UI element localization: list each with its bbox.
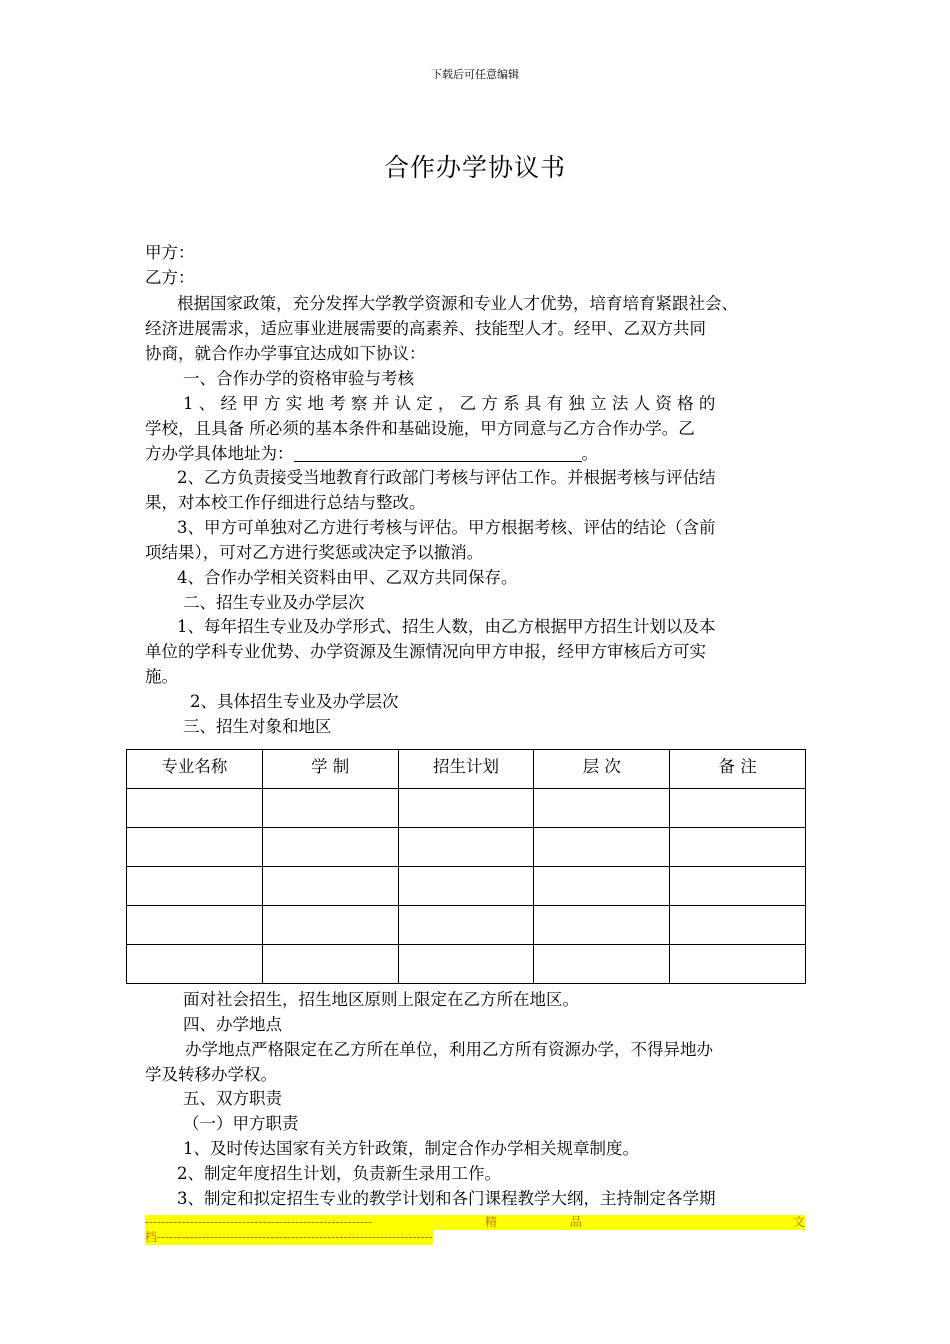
s2-item2: 2、具体招生专业及办学层次 [190,692,399,711]
table-cell[interactable] [127,828,263,867]
table-cell[interactable] [262,789,398,828]
col-level: 层 次 [534,750,670,789]
s1-item1-line3 [145,443,598,465]
table-cell[interactable] [262,867,398,906]
s5-item3: 3、制定和拟定招生专业的教学计划和各门课程教学大纲，主持制定各学期 [177,1189,716,1208]
party-b-label: 乙方： [145,268,195,287]
s1-item1-line2: 学校，且具备 所必须的基本条件和基础设施，甲方同意与乙方合作办学。乙 [145,419,695,438]
footer-watermark-line2: 档-------------------------------------------------------------------- [145,1230,433,1244]
s1-item4: 4、合作办学相关资料由甲、乙双方共同保存。 [177,568,518,587]
footer-dashes: -------------------------------------------------------- [145,1215,373,1229]
table-header-row [127,750,806,789]
table-cell[interactable] [534,789,670,828]
section-3-heading: 三、招生对象和地区 [183,717,332,736]
col-major-name: 专业名称 [127,750,263,789]
footer-word-1: 精 [485,1215,498,1229]
s5-item2: 2、制定年度招生计划，负责新生录用工作。 [177,1164,501,1183]
table-cell[interactable] [398,789,534,828]
table-cell[interactable] [398,828,534,867]
table-row [127,867,806,906]
table-cell[interactable] [534,945,670,984]
s1-item3-line2: 项结果），可对乙方进行奖惩或决定予以撤消。 [145,543,484,562]
footer-word-2: 品 [570,1215,583,1229]
section-2-heading: 二、招生专业及办学层次 [183,593,365,612]
s3-after-table: 面对社会招生，招生地区原则上限定在乙方所在地区。 [183,990,579,1009]
table-row [127,789,806,828]
table-cell[interactable] [127,945,263,984]
header-note: 下载后可任意编辑 [431,68,519,81]
table-cell[interactable] [670,867,806,906]
table-cell[interactable] [534,906,670,945]
table-cell[interactable] [398,945,534,984]
address-blank [294,443,582,462]
s2-item1-line1: 1、每年招生专业及办学形式、招生人数，由乙方根据甲方招生计划以及本 [177,617,716,636]
address-end: 。 [581,444,598,463]
table-cell[interactable] [262,828,398,867]
s1-item2-line1: 2、乙方负责接受当地教育行政部门考核与评估工作。并根据考核与评估结 [177,468,716,487]
footer-word-3: 文 [792,1215,805,1229]
s1-item3-line1: 3、甲方可单独对乙方进行考核与评估。甲方根据考核、评估的结论（含前 [177,518,716,537]
table-cell[interactable] [398,867,534,906]
table-row [127,906,806,945]
document-title: 合作办学协议书 [383,153,566,182]
s5-item1: 1、及时传达国家有关方针政策，制定合作办学相关规章制度。 [183,1139,639,1158]
table-cell[interactable] [534,828,670,867]
section-1-heading: 一、合作办学的资格审验与考核 [183,369,414,388]
s5-sub1: （一）甲方职责 [183,1114,299,1133]
table-cell[interactable] [262,945,398,984]
table-cell[interactable] [670,828,806,867]
table-row [127,945,806,984]
table-cell[interactable] [262,906,398,945]
s2-item1-line3: 施。 [145,667,178,686]
table-cell[interactable] [398,906,534,945]
s1-item2-line2: 果，对本校工作仔细进行总结与整改。 [145,493,426,512]
enrollment-plan-table [126,749,806,984]
table-cell[interactable] [534,867,670,906]
col-remarks: 备 注 [670,750,806,789]
section-5-heading: 五、双方职责 [183,1089,282,1108]
table-cell[interactable] [670,789,806,828]
intro-line-2: 经济进展需求，适应事业进展需要的高素养、技能型人才。经甲、乙双方共同 [145,319,706,338]
table-cell[interactable] [127,867,263,906]
table-cell[interactable] [127,906,263,945]
s1-item1-line1: 1 、 经 甲 方 实 地 考 察 并 认 定 ， 乙 方 系 具 有 独 立 法 人 资 格 的 [183,394,716,413]
s4-line2: 学及转移办学权。 [145,1065,277,1084]
table-cell[interactable] [127,789,263,828]
footer-watermark-line1 [145,1215,805,1230]
address-label: 方办学具体地址为： [145,444,294,463]
intro-line-3: 协商，就合作办学事宜达成如下协议： [145,344,426,363]
col-duration: 学 制 [262,750,398,789]
section-4-heading: 四、办学地点 [183,1015,282,1034]
s2-item1-line2: 单位的学科专业优势、办学资源及生源情况向甲方申报，经甲方审核后方可实 [145,642,706,661]
col-enrollment-plan: 招生计划 [398,750,534,789]
s4-line1: 办学地点严格限定在乙方所在单位，利用乙方所有资源办学，不得异地办 [185,1040,713,1059]
table-row [127,828,806,867]
party-a-label: 甲方： [145,243,195,262]
table-cell[interactable] [670,945,806,984]
table-cell[interactable] [670,906,806,945]
intro-line-1: 根据国家政策，充分发挥大学教学资源和专业人才优势，培育培育紧跟社会、 [177,294,738,313]
